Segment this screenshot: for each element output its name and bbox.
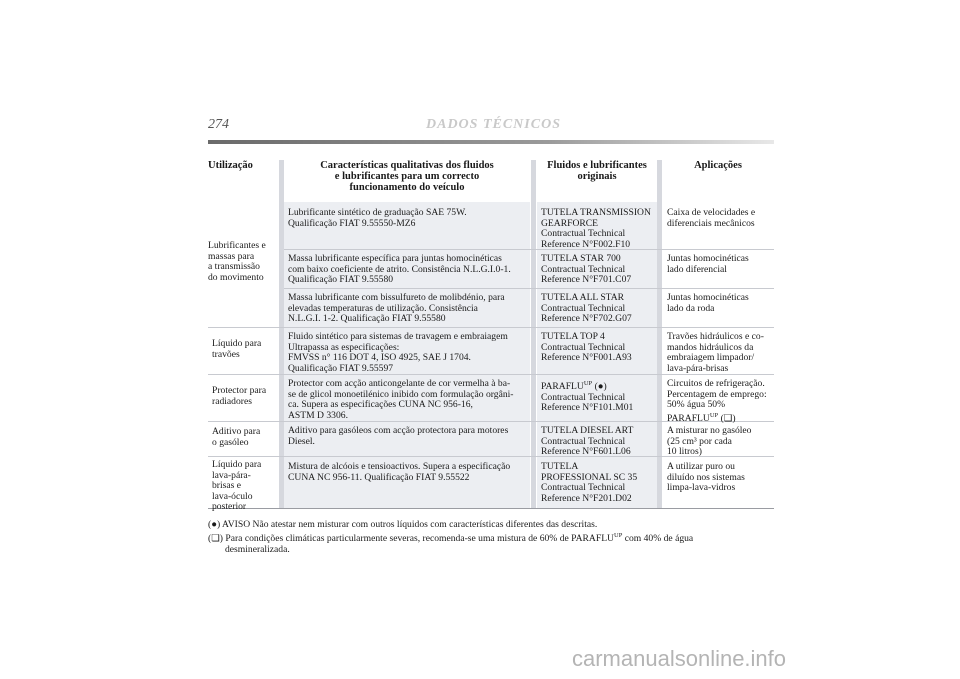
column-header-usage: Utilização xyxy=(208,160,253,171)
footnotes xyxy=(208,519,774,555)
box-icon: (❏) xyxy=(720,412,736,424)
footnote-climate xyxy=(208,530,774,544)
application-cell: Juntas homocinéticas lado diferencial xyxy=(667,253,749,275)
usage-radiators: Protector para radiadores xyxy=(212,385,267,407)
footnote-superscript: UP xyxy=(614,532,623,539)
characteristics-cell: Lubrificante sintético de graduação SAE 75W. Qualificação FIAT 9.55550-MZ6 xyxy=(288,207,467,229)
footnote-climate-continued: desmineralizada. xyxy=(225,544,290,556)
fluid-reference: Contractual Technical Reference N°F101.M01 xyxy=(541,391,634,414)
fluid-cell: TUTELA TRANSMISSION GEARFORCE Contractual Technical Reference N°F002.F10 xyxy=(541,207,651,250)
characteristics-cell: Fluido sintético para sistemas de travagem e embraiagem Ultrapassa as especificações: FMVSS n° 116 DOT 4, ISO 4925, SAE J 1704. Qualificação FIAT 9.55597 xyxy=(288,331,508,374)
fluid-cell: TUTELA PROFESSIONAL SC 35 Contractual Technical Reference N°F201.D02 xyxy=(541,461,638,504)
application-cell xyxy=(667,379,774,425)
column-header-applications: Aplicações xyxy=(694,160,742,171)
fluid-cell: TUTELA TOP 4 Contractual Technical Reference N°F001.A93 xyxy=(541,331,632,364)
fluid-cell: TUTELA ALL STAR Contractual Technical Reference N°F702.G07 xyxy=(541,292,632,325)
section-title: DADOS TÉCNICOS xyxy=(426,117,561,132)
column-header-fluids: Fluidos e lubrificantes originais xyxy=(547,160,647,182)
page-header xyxy=(208,117,774,147)
fluid-cell: TUTELA STAR 700 Contractual Technical Reference N°F701.C07 xyxy=(541,253,632,286)
footnote-climate-text: (❏) Para condições climáticas particularmente severas, recomenda-se uma mistura de 60% de PARAFLU xyxy=(208,533,614,545)
header-rule xyxy=(208,140,774,144)
application-text: Circuitos de refrigeração. Percentagem de emprego: 50% água 50% xyxy=(667,378,767,411)
usage-washer: Líquido para lava-pára- brisas e lava-óculo posterior xyxy=(212,459,262,513)
row-divider xyxy=(284,288,774,289)
application-cell: A utilizar puro ou diluído nos sistemas limpa-lava-vidros xyxy=(667,461,745,494)
fluids-table xyxy=(208,160,774,514)
row-divider xyxy=(208,508,774,509)
row-divider xyxy=(208,327,774,328)
bullet-icon: (●) xyxy=(594,381,607,393)
column-header-characteristics: Características qualitativas dos fluidos e lubrificantes para um correcto funcionamento do veículo xyxy=(320,160,494,193)
application-name: PARAFLU xyxy=(667,412,710,424)
fluid-superscript: UP xyxy=(583,380,593,387)
application-cell: Travões hidráulicos e co- mandos hidráulicos da embraiagem limpador/ lava-pára-brisas xyxy=(667,331,764,374)
watermark: carmanualsonline.info xyxy=(572,646,787,671)
characteristics-cell: Massa lubrificante com bissulfureto de molibdénio, para elevadas temperaturas de utilização. Consistência N.L.G.I. 1-2. Qualificação FIAT 9.55580 xyxy=(288,292,505,325)
characteristics-cell: Massa lubrificante específica para juntas homocinéticas com baixo coeficiente de atrito. Consistência N.L.G.I.0-1. Qualificação FIAT 9.55580 xyxy=(288,253,511,286)
footnote-warning: (●) AVISO Não atestar nem misturar com outros líquidos com características diferentes das descritas. xyxy=(208,519,598,530)
usage-brakes: Líquido para travões xyxy=(212,338,262,360)
usage-diesel: Aditivo para o gasóleo xyxy=(212,426,261,448)
usage-transmission: Lubrificantes e massas para a transmissão do movimento xyxy=(208,240,266,283)
characteristics-cell: Aditivo para gasóleos com acção protectora para motores Diesel. xyxy=(288,425,509,447)
application-cell: Juntas homocinéticas lado da roda xyxy=(667,292,749,314)
application-cell: A misturar no gasóleo (25 cm³ por cada 10 litros) xyxy=(667,425,752,458)
fluid-name: PARAFLU xyxy=(541,381,584,393)
footnote-climate-suffix: com 40% de água xyxy=(622,533,694,545)
application-cell: Caixa de velocidades e diferenciais mecânicos xyxy=(667,207,756,229)
characteristics-cell: Protector com acção anticongelante de cor vermelha à ba- se de glicol monoetilénico inibido com formulação orgâni- ca. Supera as especificações CUNA NC 956-16, ASTM D 3306. xyxy=(288,378,514,421)
application-superscript: UP xyxy=(709,411,719,419)
row-divider xyxy=(284,249,774,250)
characteristics-cell: Mistura de alcóois e tensioactivos. Supera a especificação CUNA NC 956-11. Qualificação FIAT 9.55522 xyxy=(288,461,511,483)
fluid-cell: TUTELA DIESEL ART Contractual Technical Reference N°F601.L06 xyxy=(541,425,634,458)
page-number: 274 xyxy=(208,117,229,132)
fluid-cell xyxy=(541,379,657,414)
